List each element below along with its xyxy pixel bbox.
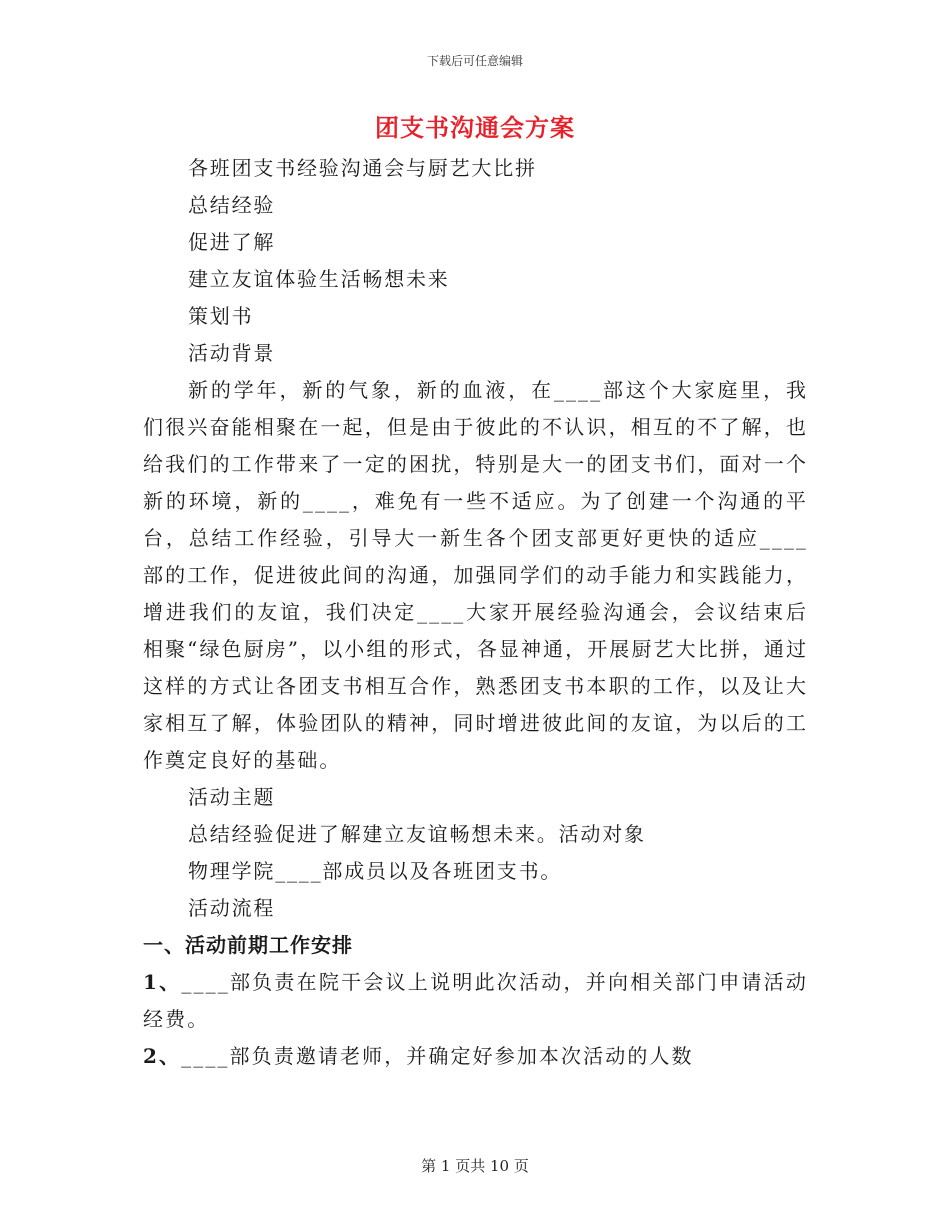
background-paragraph: 新的学年，新的气象，新的血液，在____部这个大家庭里，我们很兴奋能相聚在一起，但是由于彼此的不认识，相互的不了解，也给我们的工作带来了一定的困扰，特别是大一的团支书们，面对一个新的环境，新的____，难免有一些不适应。为了创建一个沟通的平台，总结工作经验，引导大一新生各个团支部更好更快的适应____部的工作，促进彼此间的沟通，加强同学们的动手能力和实践能力，增进我们的友谊，我们决定____大家开展经验沟通会，会议结束后相聚“绿色厨房”，以小组的形式，各显神通，开展厨艺大比拼，通过这样的方式让各团支书相互合作，熟悉团支书本职的工作，以及让大家相互了解，体验团队的精神，同时增进彼此间的友谊，为以后的工作奠定良好的基础。	[143, 378, 808, 772]
list-item-text: ____部负责邀请老师，并确定好参加本次活动的人数	[181, 1044, 694, 1068]
list-item	[143, 964, 808, 1038]
plan-label: 策划书	[188, 304, 254, 328]
theme-text: 总结经验促进了解建立友谊畅想未来。活动对象	[188, 822, 646, 846]
document-body	[143, 150, 808, 1075]
list-item-text: ____部负责在院干会议上说明此次活动，并向相关部门申请活动经费。	[143, 970, 809, 1031]
theme-label: 活动主题	[188, 785, 276, 809]
list-item	[143, 1038, 808, 1075]
subtitle-line: 各班团支书经验沟通会与厨艺大比拼	[188, 156, 537, 180]
list-item-number: 1、	[143, 970, 182, 994]
process-label: 活动流程	[188, 896, 276, 920]
slogan-line-understanding: 促进了解	[188, 230, 276, 254]
slogan-line-summary: 总结经验	[188, 193, 276, 217]
page-header-note: 下载后可任意编辑	[426, 54, 523, 68]
target-text: 物理学院____部成员以及各班团支书。	[188, 859, 563, 883]
document-title: 团支书沟通会方案	[375, 113, 575, 142]
list-item-number: 2、	[143, 1044, 182, 1068]
section-heading: 一、活动前期工作安排	[143, 933, 353, 957]
background-label: 活动背景	[188, 341, 276, 365]
slogan-line-friendship: 建立友谊体验生活畅想未来	[188, 267, 450, 291]
page-footer-indicator: 第 1 页共 10 页	[421, 1157, 529, 1175]
